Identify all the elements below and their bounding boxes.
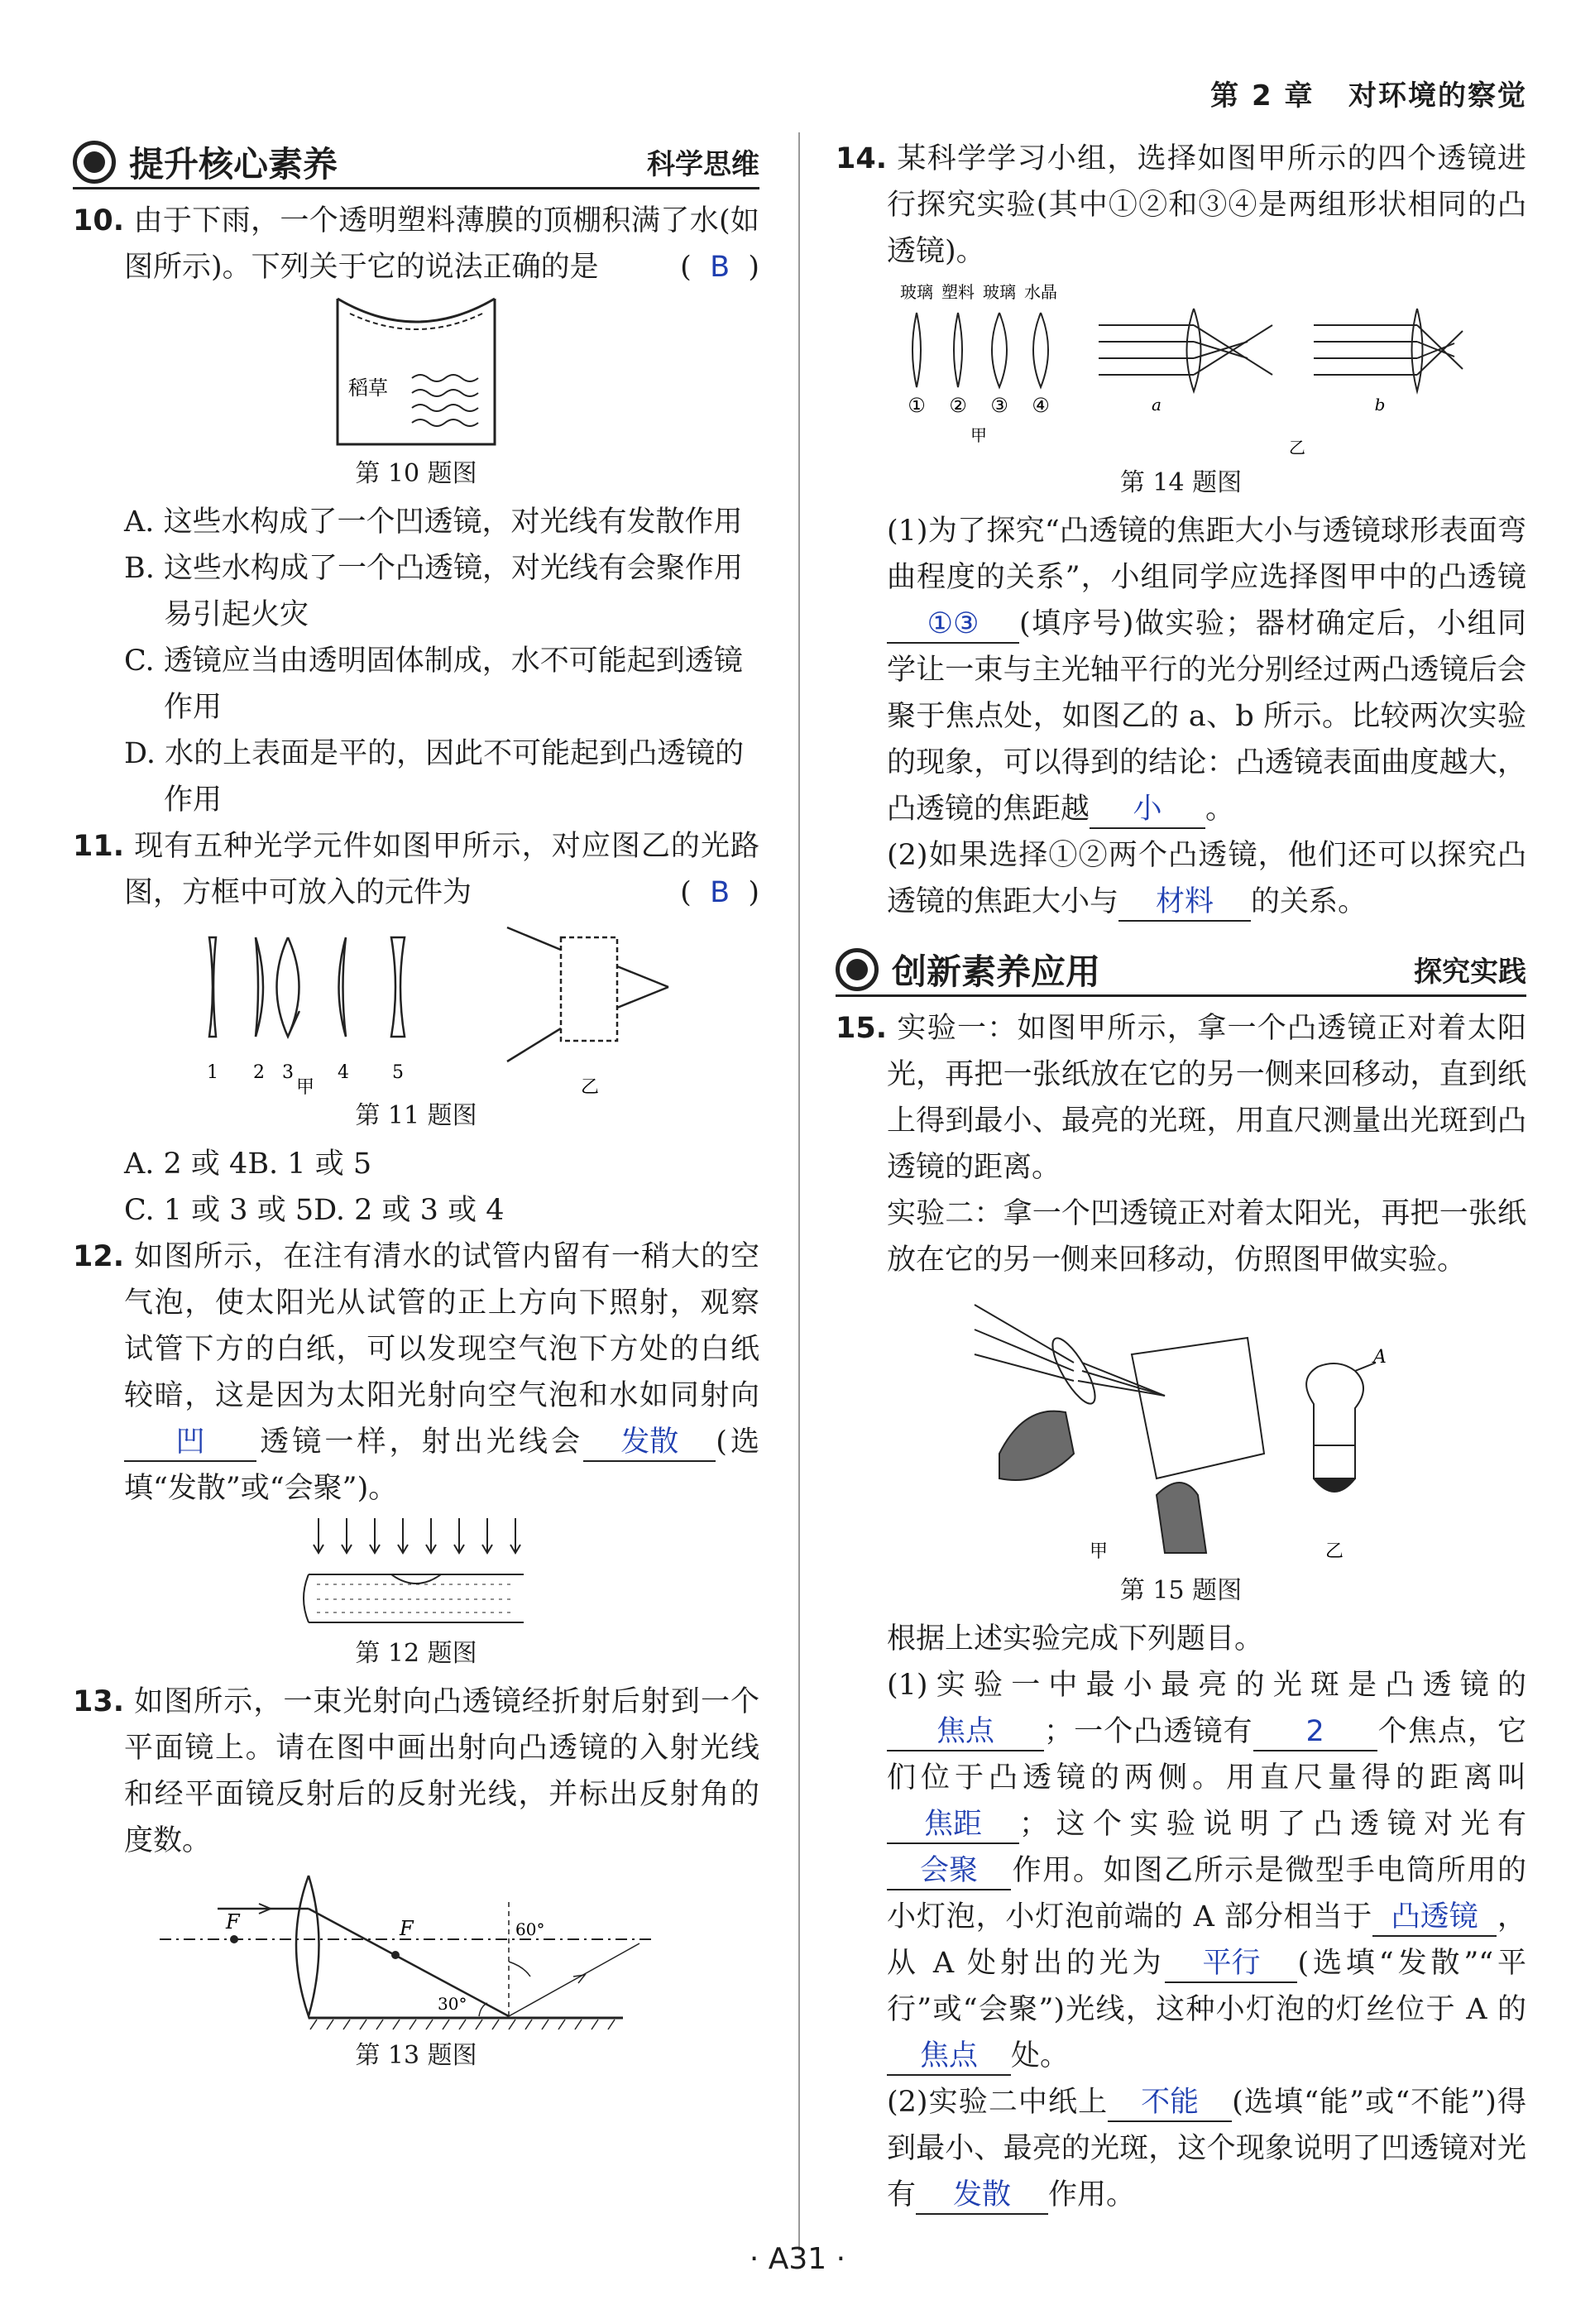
question-15-part-2: [836, 2079, 1526, 2218]
answer: B: [710, 876, 730, 909]
figure-12-test-tube: [300, 1517, 532, 1632]
options-row: [73, 1187, 759, 1234]
answer-blank: 发散: [916, 2177, 1048, 2215]
figure-label-yi: 乙: [1324, 1541, 1344, 1562]
section-header-innovation: [836, 932, 1526, 997]
answer-blank: 焦距: [887, 1806, 1019, 1844]
figure-10-roof: [333, 295, 499, 453]
question-number: 13.: [73, 1685, 125, 1718]
question-text: (1)实验一中最小最亮的光斑是凸透镜的: [887, 1669, 1526, 1702]
question-number: 12.: [73, 1240, 125, 1273]
section-subtitle: 探究实践: [1414, 956, 1526, 989]
figure-label-a: a: [1151, 395, 1162, 414]
lens-material-4: 水晶: [1023, 282, 1057, 302]
question-text: 透镜一样，射出光线会: [256, 1426, 584, 1459]
chapter-number: 第 2 章: [1210, 79, 1315, 113]
question-text: ；一个凸透镜有: [1044, 1715, 1253, 1748]
question-number: 14.: [836, 142, 888, 175]
question-13: [73, 1679, 759, 1864]
figure-caption: 第 13 题图: [355, 2041, 477, 2070]
page-header: [1210, 73, 1527, 113]
question-text: (选填“能”或“不能”)得到最小、最亮的光斑，这个现象说明了凹透镜对光有: [887, 2086, 1526, 2211]
lens-number-3: ③: [989, 394, 1008, 417]
focus-point: [230, 1935, 238, 1943]
figure-label-jia: 甲: [295, 1077, 315, 1095]
angle-label-30: 30°: [438, 1994, 467, 2014]
question-text: (1)为了探究“凸透镜的焦距大小与透镜球形表面弯曲程度的关系”，小组同学应选择图甲中的凸透镜: [887, 515, 1526, 594]
figure-14-lenses: [892, 280, 1471, 462]
question-text: ，从 A 处射出的光为: [887, 1900, 1526, 1980]
figure-caption: 第 12 题图: [355, 1639, 477, 1668]
answer-blank: 平行: [1165, 1945, 1297, 1983]
question-text: 如图所示，在注有清水的试管内留有一稍大的空气泡，使太阳光从试管的正上方向下照射，观察试管下方的白纸，可以发现空气泡下方处的白纸较暗，这是因为太阳光射向空气泡和水如同射向: [124, 1240, 759, 1412]
answer-blank: 会聚: [887, 1852, 1011, 1890]
lens-material-1: 玻璃: [899, 282, 933, 302]
option-c: C. 1 或 3 或 5: [124, 1194, 314, 1227]
question-15-part-1: [836, 1662, 1526, 2079]
option-d: D. 水的上表面是平的，因此不可能起到凸透镜的作用: [124, 737, 745, 817]
question-text: (选填“发散”或“会聚”)。: [124, 1426, 759, 1505]
lens-material-3: 玻璃: [982, 282, 1016, 302]
question-text: 个焦点，它们位于凸透镜的两侧。用直尺量得的距离叫: [887, 1715, 1526, 1795]
lens-number-2: ②: [948, 394, 967, 417]
lens-number-1: ①: [907, 394, 926, 417]
left-column: [73, 124, 759, 2081]
figure-label-jia: 甲: [1089, 1541, 1108, 1562]
figure-caption: 第 10 题图: [355, 459, 477, 488]
question-text: (2)实验二中纸上: [887, 2086, 1109, 2119]
figure-13-lens-mirror: [160, 1869, 673, 2034]
question-10: 10. 由于下雨，一个透明塑料薄膜的顶棚积满了水(如图所示)。下列关于它的说法正确的是 ( B ): [73, 204, 759, 284]
option-b: B. 这些水构成了一个凸透镜，对光线有会聚作用易引起火灾: [124, 552, 743, 631]
straw-label: 稻草: [348, 376, 388, 400]
question-text: 作用。: [1048, 2178, 1136, 2211]
instructions: 根据上述实验完成下列题目。: [887, 1622, 1264, 1656]
option-a: A. 2 或 4: [124, 1148, 248, 1181]
answer-blank: 2: [1253, 1713, 1377, 1751]
answer-blank: 材料: [1118, 884, 1251, 922]
question-text: (选填“发散”“平行”或“会聚”)光线，这种小灯泡的灯丝位于 A 的: [887, 1947, 1526, 2026]
figure-15-experiments: [966, 1288, 1396, 1569]
lens-label-1: 1: [207, 1062, 218, 1083]
answer-blank: 焦点: [887, 2038, 1011, 2076]
answer-blank: 小: [1090, 791, 1205, 829]
section-subtitle: 科学思维: [647, 148, 759, 181]
question-14: [836, 136, 1526, 275]
right-column: [836, 124, 1526, 2218]
question-text: 的关系。: [1251, 885, 1367, 918]
option-d: D. 2 或 3 或 4: [314, 1194, 505, 1227]
options-row: [73, 1141, 759, 1187]
figure-label-b: b: [1374, 395, 1385, 414]
question-number: 10.: [73, 204, 125, 237]
chapter-title: 对环境的察觉: [1348, 79, 1527, 113]
question-14-part-1: [836, 508, 1526, 832]
figure-caption: 第 15 题图: [1119, 1576, 1243, 1605]
question-14-part-2: [836, 832, 1526, 925]
lens-number-4: ④: [1031, 394, 1050, 417]
figure-caption: 第 14 题图: [1119, 468, 1243, 497]
question-text: 处。: [1011, 2039, 1070, 2072]
figure-11-lenses: [118, 921, 714, 1095]
question-text: ；这个实验说明了凸透镜对光有: [1019, 1808, 1526, 1841]
option-a: A. 这些水构成了一个凹透镜，对光线有发散作用: [124, 506, 743, 539]
experiment-1: 实验一：如图甲所示，拿一个凸透镜正对着太阳光，再把一张纸放在它的另一侧来回移动，直到纸上得到最小、最亮的光斑，用直尺测量出光斑到凸透镜的距离。: [887, 1012, 1526, 1184]
column-divider: [798, 132, 800, 2250]
lens-label-3: 3: [282, 1062, 294, 1083]
figure-label-yi: 乙: [580, 1077, 600, 1095]
bullet-icon: [73, 141, 116, 184]
question-text: (2)如果选择①②两个凸透镜，他们还可以探究凸透镜的焦距大小与: [887, 839, 1526, 918]
lens-label-4: 4: [338, 1062, 349, 1083]
label-A: A: [1372, 1347, 1387, 1368]
experiment-2: 实验二：拿一个凹透镜正对着太阳光，再把一张纸放在它的另一侧来回移动，仿照图甲做实验。: [887, 1197, 1526, 1277]
answer: B: [710, 251, 730, 284]
question-number: 15.: [836, 1012, 888, 1045]
figure-label-yi: 乙: [1288, 438, 1305, 458]
lens-material-2: 塑料: [941, 282, 975, 302]
figure-label-jia: 甲: [970, 425, 987, 445]
section-header-core: [73, 124, 759, 189]
question-text: (填序号)做实验；器材确定后，小组同学让一束与主光轴平行的光分别经过两凸透镜后会聚于焦点处，如图乙的 a、b 所示。比较两次实验的现象，可以得到的结论：凸透镜表面曲度越大，凸透镜的焦距越: [887, 607, 1526, 826]
answer-blank: 凹: [124, 1424, 256, 1462]
option-c: C. 透镜应当由透明固体制成，水不可能起到透镜作用: [124, 644, 743, 724]
lens-label-5: 5: [392, 1062, 404, 1083]
focus-label: F: [400, 1917, 414, 1940]
answer-blank: 凸透镜: [1372, 1899, 1497, 1937]
focus-label: F: [226, 1910, 240, 1933]
focus-point: [391, 1951, 400, 1959]
answer-blank: 焦点: [887, 1713, 1044, 1751]
lens-label-2: 2: [253, 1062, 265, 1083]
bullet-icon: [836, 948, 879, 991]
question-stem: 现有五种光学元件如图甲所示，对应图乙的光路图，方框中可放入的元件为: [124, 830, 759, 909]
answer-blank: 不能: [1108, 2084, 1232, 2122]
question-stem: 如图所示，一束光射向凸透镜经折射后射到一个平面镜上。请在图中画出射向凸透镜的入射光线和经平面镜反射后的反射光线，并标出反射角的度数。: [124, 1685, 759, 1857]
section-title: 提升核心素养: [129, 144, 338, 184]
question-text: 。: [1205, 793, 1235, 826]
answer-blank: 发散: [583, 1424, 716, 1462]
question-text: 作用。如图乙所示是微型手电筒所用的小灯泡，小灯泡前端的 A 部分相当于: [887, 1854, 1526, 1933]
figure-caption: 第 11 题图: [355, 1101, 477, 1130]
question-12: [73, 1234, 759, 1512]
question-stem: 由于下雨，一个透明塑料薄膜的顶棚积满了水(如图所示)。下列关于它的说法正确的是: [124, 204, 759, 284]
angle-label-60: 60°: [515, 1919, 545, 1939]
answer-blank: ①③: [887, 606, 1019, 644]
question-stem: 某科学学习小组，选择如图甲所示的四个透镜进行探究实验(其中①②和③④是两组形状相同的凸透镜)。: [887, 142, 1526, 268]
option-b: B. 1 或 5: [247, 1148, 372, 1181]
question-15: [836, 1005, 1526, 1191]
question-11: 11. 现有五种光学元件如图甲所示，对应图乙的光路图，方框中可放入的元件为 ( B ): [73, 830, 759, 909]
question-number: 11.: [73, 830, 125, 863]
page-number: · A31 ·: [749, 2242, 846, 2276]
section-title: 创新素养应用: [892, 951, 1101, 992]
